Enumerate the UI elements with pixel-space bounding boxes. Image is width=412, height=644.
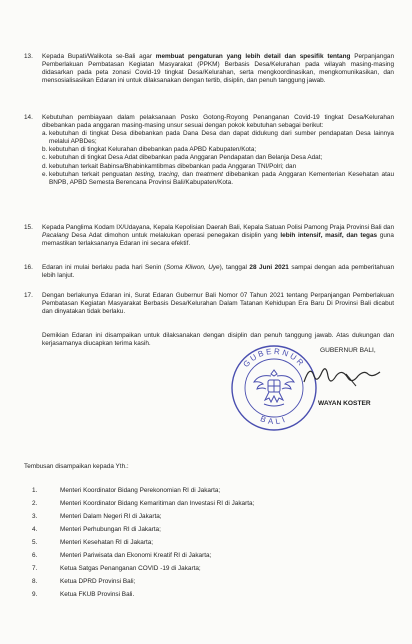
sub-item-d: d. kebutuhan terkait Babinsa/Bhabinkamtibmas dibebankan pada Anggaran TNI/Polri; dan (42, 162, 297, 170)
clause-text: Kepada Panglima Kodam IX/Udayana, Kepala Kepolisian Daerah Bali, Kepala Satuan Polisi Pamong Praja Provinsi Bali dan Pacalang Desa Adat dimohon untuk melakukan operasi penegakan disiplin yang lebih intensif, masif, dan tegas guna memastikan terlaksananya Edaran ini secara efektif. (42, 224, 394, 248)
clause-number: 16. (24, 264, 33, 271)
sub-item-e: e. kebutuhan terkait penguatan testing, tracing, dan treatment dibebankan pada Anggaran Kementerian Kesehatan atau BNPB, APBD Semesta Berencana Provinsi Bali/Kabupaten/Kota. (42, 170, 394, 186)
signatory-title: GUBERNUR BALI, (320, 347, 376, 354)
signatory-name: WAYAN KOSTER (318, 400, 371, 407)
seal-text-top: GUBERNUR (241, 346, 307, 370)
handwritten-signature (300, 360, 390, 390)
clause-text: Kebutuhan pembiayaan dalam pelaksanaan Posko Gotong-Royong Penanganan Covid-19 tingkat Desa/Kelurahan dibebankan pada anggaran masing-masing unsur sesuai dengan pokok kebutuhan sebagai berikut: a. kebutuhan di tingkat Desa dibebankan pada Dana Desa dan dapat didukung dari sumber pendapatan Desa lainnya melalui APBDes; b. kebutuhan di tingkat Kelurahan dibebankan pada APBD Kabupaten/Kota; c. kebutuhan di tingkat Desa Adat dibebankan pada Anggaran Pendapatan dan Belanja Desa Adat; d. kebutuhan terkait Babinsa/Bhabinkamtibmas dibebankan pada Anggaran TNI/Polri; dan e. kebutuhan terkait penguatan testing, tracing, dan treatment dibebankan pada Anggaran Kementerian Kesehatan atau BNPB, APBD Semesta Berencana Provinsi Bali/Kabupaten/Kota. (42, 114, 394, 186)
sub-item-b: b. kebutuhan di tingkat Kelurahan dibebankan pada APBD Kabupaten/Kota; (42, 146, 257, 154)
seal-text-bottom: BALI (259, 414, 289, 427)
clause-number: 14. (24, 114, 33, 121)
clause-17 (24, 292, 394, 316)
clause-number: 17. (24, 292, 33, 299)
clause-15 (24, 224, 394, 248)
clause-text: Kepada Bupati/Walikota se-Bali agar membuat pengaturan yang lebih detail dan spesifik tentang Perpanjangan Pemberlakuan Pembatasan Kegiatan Masyarakat (PPKM) Berbasis Desa/Kelurahan pada wilayah masing-masing didasarkan pada peta zonasi Covid-19 tingkat Desa/Kelurahan, serta mengkoordinasikan, mengkomunikasikan, dan mensosialisasikan Edaran ini untuk dilaksanakan dengan tertib, disiplin, dan penuh tanggung jawab. (42, 53, 395, 85)
svg-text:GUBERNUR (241, 347, 306, 369)
document-page: 13. Kepada Bupati/Walikota se-Bali agar membuat pengaturan yang lebih detail dan spesifik tentang Perpanjangan Pemberlakuan Pembatasan Kegiatan Masyarakat (PPKM) Berbasis Desa/Kelurahan pada wilayah masing-masing didasarkan pada peta zonasi Covid-19 tingkat Desa/Kelurahan, serta mengkoordinasikan, mengkomunikasikan, dan mensosialisasikan Edaran ini untuk dilaksanakan dengan tertib, disiplin, dan penuh tanggung jawab. 14. Kebutuhan pembiayaan dalam pelaksanaan Posko Gotong-Royong Penanganan Covid-19 tingkat Desa/Kelurahan dibebankan pada anggaran masing-masing unsur sesuai dengan pokok kebutuhan sebagai berikut: a. kebutuhan di tingkat Desa dibebankan pada Dana Desa dan dapat didukung dari sumber pendapatan Desa lainnya melalui APBDes; b. kebutuhan di tingkat Kelurahan dibebankan pada APBD Kabupaten/Kota; c. kebutuhan di tingkat Desa Adat dibebankan pada Anggaran Pendapatan dan Belanja Desa Adat; d. kebutuhan terkait Babinsa/Bhabinkamtibmas dibebankan pada Anggaran TNI/Polri; dan e. kebutuhan terkait penguatan testing, tracing, dan treatment dibebankan pada Anggaran Kementerian Kesehatan atau BNPB, APBD Semesta Berencana Provinsi Bali/Kabupaten/Kota. 15. Kepada Panglima Kodam IX/Udayana, Kepala Kepolisian Daerah Bali, Kepala Satuan Polisi Pamong Praja Provinsi Bali dan Pacalang Desa Adat dimohon untuk melakukan operasi penegakan disiplin yang lebih intensif, masif, dan tegas guna memastikan terlaksananya Edaran ini secara efektif. 16. Edaran ini mulai berlaku pada hari Senin (Soma Kliwon, Uye), tanggal 28 Juni 2021 sampai dengan ada pemberitahuan lebih lanjut. 17. Dengan berlakunya Edaran ini, Surat Edaran Gubernur Bali Nomor 07 Tahun 2021 tentang Perpanjangan Pemberlakuan Pembatasan Kegiatan Masyarakat Berbasis Desa/Kelurahan Dalam Tatanan Kehidupan Era Baru Di Provinsi Bali dicabut dan dinyatakan tidak berlaku. Demikian Edaran ini disampaikan untuk dilaksanakan dengan disiplin dan penuh tanggung jawab. Atas dukungan dan kerjasamanya diucapkan terima kasih. GUBERNUR BALI GUBERNUR BALI, WAYAN KOSTER Tembusan disampaikan kepada Yth.: 1. Menteri Koordinator Bidang Perekonomian RI di Jakarta; 2. Menteri Koordinator Bidang Kemaritiman dan Investasi RI di Jakarta; 3. Menteri Dalam Negeri RI di Jakarta; 4. Menteri Perhubungan RI di Jakarta; 5. Menteri Kesehatan RI di Jakarta; 6. Menteri Pariwisata dan Ekonomi Kreatif RI di Jakarta; 7. Ketua Satgas Penanganan COVID -19 di Jakarta; 8. Ketua DPRD Provinsi Bali; 9. Ketua FKUB Provinsi Bali. (24, 53, 395, 598)
cc-heading: Tembusan disampaikan kepada Yth.: (24, 463, 129, 470)
closing-paragraph: Demikian Edaran ini disampaikan untuk dilaksanakan dengan disiplin dan penuh tanggung jawab. Atas dukungan dan kerjasamanya diucapkan terima kasih. (42, 332, 394, 348)
clause-text: Dengan berlakunya Edaran ini, Surat Edaran Gubernur Bali Nomor 07 Tahun 2021 tentang Perpanjangan Pemberlakuan Pembatasan Kegiatan Masyarakat Berbasis Desa/Kelurahan Dalam Tatanan Kehidupan Era Baru Di Provinsi Bali dicabut dan dinyatakan tidak berlaku. (42, 292, 394, 316)
garuda-emblem (254, 370, 294, 406)
sub-item-a: a. kebutuhan di tingkat Desa dibebankan pada Dana Desa dan dapat didukung dari sumber pendapatan Desa lainnya melalui APBDes; (42, 130, 394, 146)
sub-item-c: c. kebutuhan di tingkat Desa Adat dibebankan pada Anggaran Pendapatan dan Belanja Desa Adat; (42, 154, 323, 162)
clause-text: Edaran ini mulai berlaku pada hari Senin (Soma Kliwon, Uye), tanggal 28 Juni 2021 sampai dengan ada pemberitahuan lebih lanjut. (42, 264, 395, 280)
clause-14 (24, 114, 394, 187)
clause-16 (24, 264, 394, 280)
clause-number: 15. (24, 224, 33, 231)
svg-text:BALI (259, 414, 289, 426)
clause-number: 13. (24, 53, 33, 60)
clause-13 (24, 53, 394, 85)
